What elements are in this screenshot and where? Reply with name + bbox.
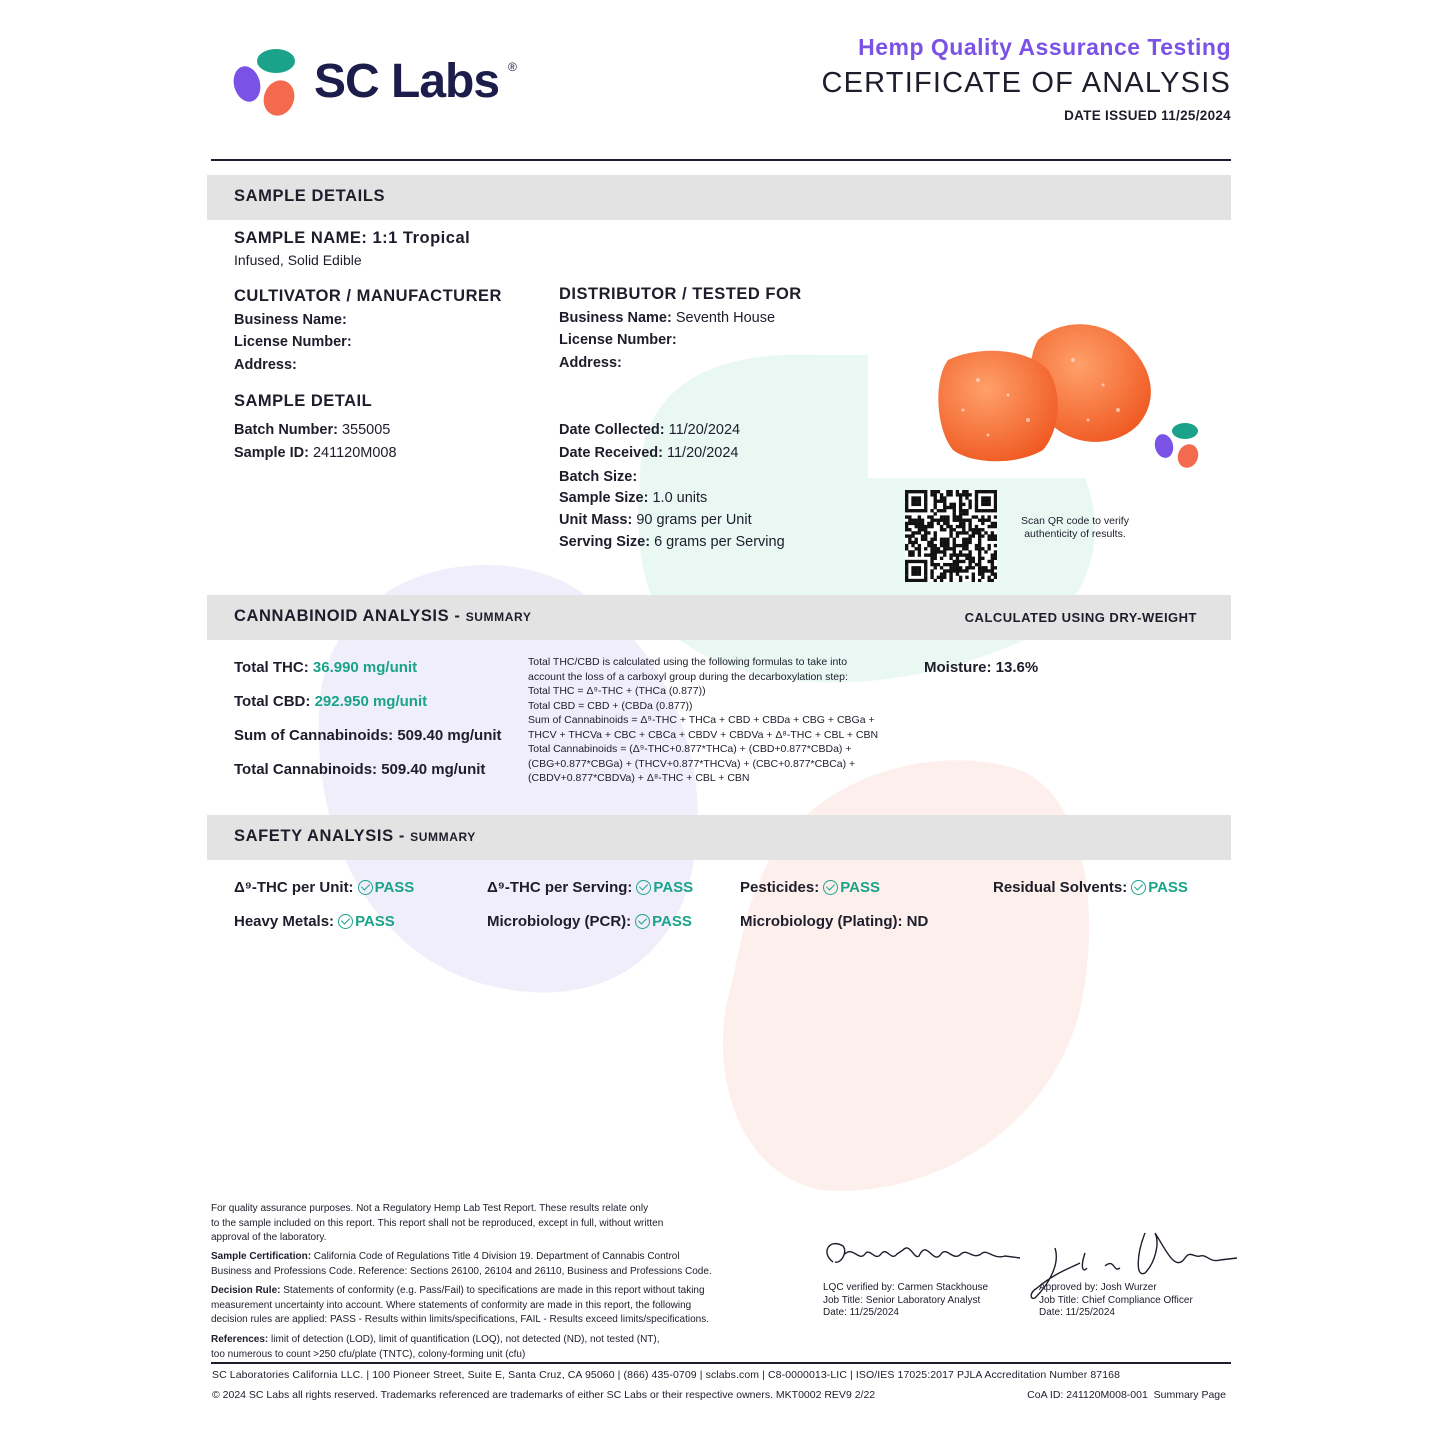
formula-line: Total THC/CBD is calculated using the following formulas to take into bbox=[528, 656, 848, 668]
date-issued: DATE ISSUED 11/25/2024 bbox=[1064, 108, 1231, 123]
sample-name: SAMPLE NAME: 1:1 Tropical bbox=[234, 229, 471, 247]
safety-item-microbiology-pcr bbox=[487, 913, 692, 930]
approver-line: Approved by: Josh Wurzer bbox=[1039, 1282, 1157, 1293]
sample-id-label: Sample ID: bbox=[234, 445, 309, 461]
page-title: CERTIFICATE OF ANALYSIS bbox=[821, 67, 1231, 99]
lqc-line: LQC verified by: Carmen Stackhouse bbox=[823, 1282, 989, 1293]
sample-detail-heading: SAMPLE DETAIL bbox=[234, 392, 373, 410]
total-cbd-label: Total CBD: bbox=[234, 693, 311, 710]
formula-line: Sum of Cannabinoids = Δ⁹-THC + THCa + CBD + CBDa + CBG + CBGa + bbox=[528, 714, 875, 726]
references-line: limit of detection (LOD), limit of quantification (LOQ), not detected (ND), not tested (NT), bbox=[268, 1334, 660, 1345]
product-photo bbox=[868, 300, 1218, 478]
logo-wordmark: SC Labs bbox=[314, 55, 500, 108]
sample-id bbox=[234, 445, 397, 461]
lqc-signature-block bbox=[823, 1282, 988, 1320]
distributor-heading: DISTRIBUTOR / TESTED FOR bbox=[559, 285, 802, 303]
safety-item-heavy-metals bbox=[234, 913, 395, 930]
disclaimer-line: to the sample included on this report. This report shall not be reproduced, except in full, without written bbox=[211, 1217, 664, 1229]
safety-title bbox=[234, 827, 476, 846]
sample-details-title: SAMPLE DETAILS bbox=[234, 187, 386, 205]
safety-item-residual-solvents bbox=[993, 879, 1188, 896]
distributor-license: License Number: bbox=[559, 332, 677, 348]
batch-number-label: Batch Number: bbox=[234, 422, 338, 438]
sample-size bbox=[559, 490, 707, 506]
cultivator-heading: CULTIVATOR / MANUFACTURER bbox=[234, 287, 502, 305]
safety-result: PASS bbox=[652, 913, 692, 930]
unit-mass-value: 90 grams per Unit bbox=[636, 512, 752, 528]
safety-label: Microbiology (Plating): bbox=[740, 913, 903, 930]
formula-line: (CBG+0.877*CBGa) + (THCV+0.877*THCVa) + (CBC+0.877*CBCa) + bbox=[528, 757, 856, 770]
cultivator-address: Address: bbox=[234, 357, 297, 373]
safety-label: Residual Solvents: bbox=[993, 879, 1128, 896]
safety-result: PASS bbox=[374, 879, 415, 896]
safety-result: ND bbox=[906, 913, 929, 930]
cultivator-license: License Number: bbox=[234, 334, 352, 350]
references-line: too numerous to count >250 cfu/plate (TNTC), colony-forming unit (cfu) bbox=[211, 1348, 526, 1360]
safety-band bbox=[207, 815, 1231, 860]
check-icon bbox=[338, 914, 353, 929]
decision-label: Decision Rule: bbox=[211, 1285, 281, 1296]
signature-carmen bbox=[815, 1232, 1025, 1282]
cannabinoid-band bbox=[207, 595, 1231, 640]
qr-note bbox=[1010, 515, 1140, 541]
lqc-line: Job Title: Senior Laboratory Analyst bbox=[823, 1294, 981, 1306]
disclaimer-line: approval of the laboratory. bbox=[211, 1232, 327, 1243]
decision-line: Statements of conformity (e.g. Pass/Fail) to specifications are made in this report without taking bbox=[280, 1285, 705, 1296]
copyright: © 2024 SC Labs all rights reserved. Trademarks referenced are trademarks of either SC Labs or their respective owners. MKT0002 REV9 2/22 bbox=[212, 1389, 876, 1401]
safety-label: Microbiology (PCR): bbox=[487, 913, 632, 930]
total-cannabinoids: Total Cannabinoids: 509.40 mg/unit bbox=[234, 761, 486, 778]
approver-line: Date: 11/25/2024 bbox=[1039, 1307, 1115, 1318]
date-collected-label: Date Collected: bbox=[559, 422, 665, 438]
date-collected bbox=[559, 422, 740, 438]
batch-size: Batch Size: bbox=[559, 469, 638, 485]
header-subtitle: Hemp Quality Assurance Testing bbox=[858, 34, 1231, 60]
gummy-image bbox=[868, 300, 1218, 478]
safety-title-small: SUMMARY bbox=[410, 830, 476, 844]
decision-rule bbox=[211, 1284, 771, 1328]
qr-note-line2: authenticity of results. bbox=[1024, 528, 1126, 540]
lqc-line: Date: 11/25/2024 bbox=[823, 1307, 899, 1318]
sample-type: Infused, Solid Edible bbox=[234, 252, 362, 268]
date-received bbox=[559, 445, 739, 461]
formula-line: Total THC = Δ⁹-THC + (THCa (0.877)) bbox=[528, 685, 706, 697]
disclaimer bbox=[211, 1202, 771, 1246]
serving-size bbox=[559, 534, 785, 550]
dry-weight-note: CALCULATED USING DRY-WEIGHT bbox=[964, 610, 1197, 625]
safety-result: PASS bbox=[840, 879, 880, 896]
moisture: Moisture: 13.6% bbox=[924, 659, 1039, 676]
safety-result: PASS bbox=[1148, 879, 1188, 896]
safety-title-main: SAFETY ANALYSIS - bbox=[234, 827, 411, 845]
qr-code-icon bbox=[905, 490, 997, 582]
safety-item-microbiology-plating bbox=[740, 913, 928, 930]
logo bbox=[230, 48, 530, 120]
qr-note-line1: Scan QR code to verify bbox=[1021, 515, 1129, 527]
date-received-label: Date Received: bbox=[559, 445, 663, 461]
distributor-business-label: Business Name: bbox=[559, 310, 672, 326]
decision-line: decision rules are applied: PASS - Results within limits/specifications, FAIL - Results exceed limits/specifications. bbox=[211, 1314, 709, 1325]
cannabinoid-title bbox=[234, 607, 531, 626]
safety-label: Heavy Metals: bbox=[234, 913, 335, 930]
check-icon bbox=[823, 880, 838, 895]
total-thc-value: 36.990 mg/unit bbox=[312, 659, 418, 676]
safety-result: PASS bbox=[653, 879, 694, 896]
date-received-value: 11/20/2024 bbox=[667, 445, 739, 461]
safety-label: Pesticides: bbox=[740, 879, 820, 896]
check-icon bbox=[1131, 880, 1146, 895]
registered-mark: ® bbox=[508, 60, 517, 74]
total-thc-label: Total THC: bbox=[234, 659, 309, 676]
decision-line: measurement uncertainty into account. Where statements of conformity are made in this report, the following bbox=[211, 1299, 692, 1311]
header-divider bbox=[211, 159, 1231, 161]
batch-number-value: 355005 bbox=[341, 422, 391, 438]
serving-size-value: 6 grams per Serving bbox=[654, 534, 785, 550]
references-label: References: bbox=[211, 1334, 269, 1345]
check-icon bbox=[636, 880, 651, 895]
formula-notes bbox=[528, 655, 908, 786]
safety-item-thc-unit bbox=[234, 879, 414, 896]
sum-cannabinoids: Sum of Cannabinoids: 509.40 mg/unit bbox=[234, 727, 502, 744]
serving-size-label: Serving Size: bbox=[559, 534, 651, 550]
distributor-business-value: Seventh House bbox=[675, 310, 776, 326]
formula-line: THCV + THCVa + CBC + CBCa + CBDV + CBDVa + Δ⁸-THC + CBL + CBN bbox=[528, 728, 879, 741]
batch-number bbox=[234, 422, 390, 438]
total-cbd-value: 292.950 mg/unit bbox=[314, 693, 428, 710]
safety-result: PASS bbox=[355, 913, 395, 930]
safety-item-pesticides bbox=[740, 879, 880, 896]
distributor-address: Address: bbox=[559, 355, 622, 371]
qr-code[interactable] bbox=[905, 490, 997, 582]
check-icon bbox=[358, 880, 373, 895]
formula-line: Total CBD = CBD + (CBDa (0.877)) bbox=[528, 699, 693, 712]
safety-label: Δ⁹-THC per Unit: bbox=[234, 879, 354, 896]
cannabinoid-title-small: SUMMARY bbox=[465, 610, 532, 624]
total-cbd bbox=[234, 693, 427, 710]
cannabinoid-title-main: CANNABINOID ANALYSIS - bbox=[234, 607, 466, 625]
approver-signature-block bbox=[1039, 1282, 1193, 1320]
cert-line: Business and Professions Code. Reference: Sections 26100, 26104 and 26110, Business and Professions Code. bbox=[211, 1265, 712, 1277]
footer-divider bbox=[211, 1362, 1231, 1364]
cert-line: California Code of Regulations Title 4 Division 19. Department of Cannabis Control bbox=[311, 1251, 680, 1262]
sample-id-value: 241120M008 bbox=[312, 445, 397, 461]
sample-size-value: 1.0 units bbox=[652, 490, 708, 506]
cultivator-business-name: Business Name: bbox=[234, 312, 347, 328]
approver-line: Job Title: Chief Compliance Officer bbox=[1039, 1294, 1193, 1306]
cert-label: Sample Certification: bbox=[211, 1251, 312, 1262]
safety-item-thc-serving bbox=[487, 879, 693, 896]
formula-line: Total Cannabinoids = (Δ⁹-THC+0.877*THCa) + (CBD+0.877*CBDa) + bbox=[528, 743, 852, 755]
unit-mass bbox=[559, 512, 752, 528]
logo-mark-icon bbox=[230, 48, 300, 120]
sample-size-label: Sample Size: bbox=[559, 490, 649, 506]
check-icon bbox=[635, 914, 650, 929]
sample-certification bbox=[211, 1250, 771, 1279]
lab-address: SC Laboratories California LLC. | 100 Pioneer Street, Suite E, Santa Cruz, CA 95060 | (866) 435-0709 | sclabs.com | C8-0000013-LIC | ISO/IES 17025:2017 PJLA Accreditation Number 87168 bbox=[212, 1369, 1121, 1381]
total-thc bbox=[234, 659, 417, 676]
date-collected-value: 11/20/2024 bbox=[668, 422, 741, 438]
unit-mass-label: Unit Mass: bbox=[559, 512, 633, 528]
coa-id: CoA ID: 241120M008-001 Summary Page bbox=[1027, 1389, 1226, 1401]
disclaimer-line: For quality assurance purposes. Not a Regulatory Hemp Lab Test Report. These results relate only bbox=[211, 1203, 649, 1214]
distributor-business-name bbox=[559, 310, 775, 326]
safety-label: Δ⁹-THC per Serving: bbox=[487, 879, 633, 896]
formula-line: account the loss of a carboxyl group during the decarboxylation step: bbox=[528, 670, 848, 683]
sample-details-band bbox=[207, 175, 1231, 220]
references bbox=[211, 1333, 771, 1362]
formula-line: (CBDV+0.877*CBDVa) + Δ⁸-THC + CBL + CBN bbox=[528, 772, 750, 784]
